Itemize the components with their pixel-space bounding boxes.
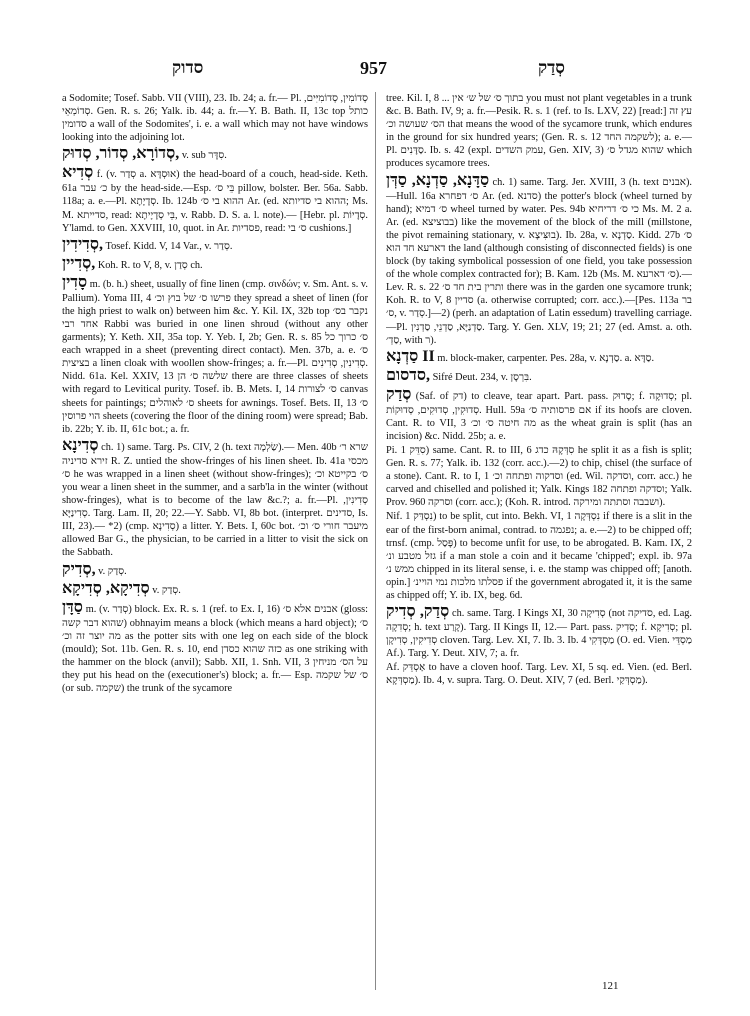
- entry-headword: סְדוֹרָא, סְדוֹר, סְדוּק,: [62, 145, 180, 163]
- entry-paragraph: [386, 661, 692, 687]
- entry-text: Nif. נִסְדַּק 1) to be split, cut into. Bekh. VI, 1 נִסְדְּקָה if there is a slit in the ear of the first-born animal, contrad. to נפגמה; a. e.—2) to be chipped off; trnsf. (cmp. פָּסַל) to become unfit for use, to be abrogated. B. Kam. IX, 2 גזל מטבע ונ׳ if a man stole a coin and it became 'chipped'; expl. ib. 97a ממש נ׳ chipped in its literal sense, i. e. the stamp was chipped off; [anoth. opin.] פסלתו מלכות נמי הויינ׳ if the government abrogated it, it is the same as chipped off; Y. ib. IX, beg. 6d.: [386, 511, 692, 601]
- entry-text: tree. Kil. I, 8 ... בתוך ס׳ של ש׳ אין you must not plant vegetables in a trunk &c. B. Bath. IV, 9; a. fr.—Pesik. R. s. 1 (ref. to Is. LXV, 22) [read:] עץ זה הס׳ שעושה וכ׳ that means the wood of the sycamore trunk, which endures in the ground for six hundred years; (Gen. R. s. 12 לשקמה החד); a. e.—Pl. סַדָּנִים. Ib. s. 42 (expl. עמק השדים, Gen. XIV, 3) שהוא מגדל ס׳ which produces sycamore trees.: [386, 93, 692, 170]
- entry-text: v. sub סִדָּר.: [181, 150, 227, 162]
- entry-text: Pi. סִדֵּק 1) same. Cant. R. to III, 6 סִדְּקָהּ כדג he split it as a fish is split; Gen. R. s. 77; Yalk. ib. 132 (corr. acc.).—2) to chip, chisel (the surface of a stone). Cant. R. to I, 1 וסדקוה ופתחה וכ׳ (ed. Wil. וסדקה, corr. acc.) he carved and chiselled and polished it; Yalk. Kings 182 וסדקה ופתחה; Yalk. Prov. 960 וסרקה (corr. acc.); (Koh. R. introd. ושבבה וסתתה ומירקה).: [386, 444, 692, 509]
- entry-text: ch. same. Targ. I Kings XI, 30 סְדִיקָה (not סדיקה, ed. Lag. סְדִקָה; h. text קָרַע). Targ. II Kings II, 12.— Part. pass. סְדִיק; f. סְדִיקָא; pl. סְדִיקִין, סְדִיקָן cloven. Targ. Lev. XI, 7. Ib. 3. Ib. 4 מַסְדְּקִי (O. ed. Vien. מַסְדֵּי Af.). Targ. Y. Deut. XIV, 7; a. fr.: [386, 608, 692, 660]
- dictionary-entry: [62, 580, 368, 598]
- entry-text: m. (v. סְדַר) block. Ex. R. s. 1 (ref. to Ex. I, 16) אבנים אלא ס׳ (gloss: שהוא דבר קשה) obhnayim means a block (which means a hard object); ס׳ מה יוצר זה וכ׳ as the potter sits with one leg on each side of the block (mould); Sot. 11b. Gen. R. s. 10, end כזה שהוא כסדן as one striking with the hammer on the block (anvil); Sabb. XII, 1. Snh. VII, 3 על הס׳ מניחין they put his head on the (executioner's) block; a. fr.— Esp. ס׳ של שקמה (or sub. שקמה) the trunk of the sycamore: [62, 603, 368, 694]
- entry-text: ch. 1) same. Targ. Jer. XVIII, 3 (h. text אבנים).—Hull. 16a ס׳ דפחרא Ar. (ed. סדנא) the potter's block (wheel turned by hand); ס׳ דמיא wheel turned by water. Pes. 94b כי ס׳ דריחיא Ms. M. 2 a. Ar. (ed. בבוציצא) like the movement of the block of the mill (millstone, the pivot remaining stationary, v. בוּצִּיצָא). Ib. 28a, v. סַדְנָא. Kidd. 27b ס׳ דארעא חד הוא the land (although consisting of disconnected fields) is one block (by taking symbolical possession of one field, you take possession of the whole complex contracted for); B. Kam. 12b (Ms. M. ס׳ דארעא).—Lev. R. s. 22 ותרין בית חד ס׳ there was in the garden one sycamore trunk; Koh. R. to V, 8 סדיין (a. otherwise corrupted; corr. acc.).—[Pes. 113a בר ס׳, v. סְדַר.]—2) (perh. an adaptation of Latin essedum) travelling carriage.—Pl. סַדְנַיָּא, סַדְנֵי, סַדְנִין. Targ. Y. Gen. XLV, 19; 21; 27 (ed. Amst. a. oth. סַדְ׳, with ר).: [386, 176, 692, 346]
- entry-paragraph: [386, 510, 692, 602]
- entry-headword: סַדָּנָא, סַדְנָא, סַדְּן: [386, 171, 490, 189]
- dictionary-entry: [386, 172, 692, 347]
- entry-text: Sifré Deut. 234, v. בִּרְסָן.: [432, 371, 532, 383]
- entry-text: m. (b. h.) sheet, usually of fine linen (cmp. σινδών; v. Sm. Ant. s. v. Pallium). Yoma III, 4 פרשו ס׳ של בוץ וכ׳ they spread a sheet of linen (for the high priest to walk on) between him &c. Y. Kil. IX, 32b top נקבר בס׳ אחד רבי Rabbi was buried in one linen shroud (without any other garments); Y. Keth. XII, 35a top. Y. Yeb. I, 2b; Gen. R. s. 85 ס׳ כרוך כל each wrapped in a sheet (preventing direct contact). Men. 37b, a. e. ס׳ בציצית a linen cloak with woollen show-fringes; a. fr.—Pl. סְדִינִין, סְדִינִים. Nidd. 61a. Kel. XXIV, 13 שלשה ס׳ הן there are three classes of sheets with regard to Levitical purity. Tosef. ib. B. Mets. I, 14 ס׳ לצורות canvas sheets for paintings; ס׳ לאוהלים sheets for awnings. Tosef. Bets. II, 13 ס׳ הוי פרוסין sheets (covering the floor of the dining room) were spread; Bab. ib. 22b; Y. ib. II, 61c bot.; a. fr.: [62, 278, 368, 435]
- dictionary-entry: [62, 599, 368, 696]
- signature-mark: 121: [602, 980, 619, 992]
- entry-text: Tosef. Kidd. V, 14 Var., v. סְדַר.: [105, 240, 233, 252]
- entry-text: v. סְדַק.: [98, 565, 127, 577]
- dictionary-entry: [62, 561, 368, 579]
- dictionary-entry: [386, 348, 692, 366]
- dictionary-entry: [386, 603, 692, 660]
- entry-headword: סַדְנָא II: [386, 347, 435, 365]
- dictionary-entry: [386, 367, 692, 385]
- entry-headword: סְדִיקָא, סְדִיקָא: [62, 579, 150, 597]
- running-header: [60, 58, 690, 84]
- right-column: [386, 92, 692, 990]
- dictionary-entry: [62, 255, 368, 273]
- entry-headword: סְדִיין,: [62, 254, 96, 272]
- entry-text: v. סְדַק.: [152, 584, 181, 596]
- entry-text: Koh. R. to V, 8, v. סְדַן ch.: [97, 259, 203, 271]
- entry-headword: סְדִיא: [62, 164, 94, 182]
- running-headword-right: סְדַק: [538, 58, 565, 77]
- entry-headword: סְדִינָא: [62, 436, 99, 454]
- entry-paragraph: [386, 92, 692, 171]
- column-divider: [375, 92, 376, 990]
- entry-headword: סְדַק, סְדִיק: [386, 603, 450, 621]
- dictionary-entry: [62, 145, 368, 163]
- entry-headword: סָדִין: [62, 273, 88, 291]
- left-column: [62, 92, 368, 990]
- entry-text: f. (v. סְדַר a. אוּסְדָּא) the head-board of a couch, head-side. Keth. 61a כ׳ עבר by the head-side.—Esp. בֵּי ס׳ pillow, bolster. Ber. 56a. Sabb. 118a; a. e.—Pl. סְדָיָתָא. Ib. 124b ההוא בי ס׳ Ar. (ed. ההוא בי סדיותא; Ms. M. סדייתא, read: בֵּי סְדָיָיתָא, v. Rabb. D. S. a. l. note).— [Hebr. pl. סְדָיוֹת. Y'lamd. to Gen. XXVIII, 10, quot. in Ar. פסדיות, read: ס׳ בי cushions.]: [62, 169, 368, 234]
- entry-headword: סַדָּן: [62, 598, 83, 616]
- entry-headword: סְדִיק,: [62, 560, 96, 578]
- dictionary-entry: [62, 274, 368, 436]
- entry-text: m. block-maker, carpenter. Pes. 28a, v. סַדְנָא. a. סַדָּא.: [437, 352, 655, 364]
- entry-text: a Sodomite; Tosef. Sabb. VII (VIII), 23. Ib. 24; a. fr.— Pl. סְדוֹמִין, סְדוֹמִיִּים, סְדוֹמְאֵי. Gen. R. s. 26; Yalk. ib. 44; a. fr.—Y. B. Bath. II, 13c top כותל סדומין a wall of the Sodomites', i. e. a wall which may not have windows looking into the adjoining lot.: [62, 93, 368, 144]
- dictionary-entry: [386, 386, 692, 443]
- page-number: 957: [360, 58, 387, 78]
- dictionary-entry: [62, 236, 368, 254]
- entry-headword: סְדִידִין,: [62, 235, 103, 253]
- dictionary-entry: [62, 437, 368, 560]
- entry-headword: סְדַק: [386, 385, 412, 403]
- entry-paragraph: [386, 444, 692, 509]
- entry-paragraph: [62, 92, 368, 144]
- entry-headword: סדסום,: [386, 366, 430, 384]
- dictionary-entry: [62, 164, 368, 234]
- entry-text: ch. 1) same. Targ. Ps. CIV, 2 (h. text שַׂלְמָה).— Men. 40b שרא ר׳ זירא סדיניה R. Z. untied the show-fringes of his linen sheet. Ib. 41a מכסי ס׳ he was wrapped in a linen sheet (without show-fringes); ס׳ בקייטא וכ׳ you wear a linen sheet in the summer, and a sarb'la in the winter (without show-fringes), what is to become of the law &c.?; a. fr.—Pl. סְדִינִין, סְדִינַיָּא. Targ. Lam. II, 20; 22.—Y. Sabb. VI, 8b bot. (interpret. סדינים, Is. III, 23).— *2) (cmp. סְדִינָא) a litter. Y. Bets. I, 60c bot. מיעבר חורי ס׳ וכ׳ allowed Bar G., the physician, to be carried in a litter to visit the sick on the Sabbath.: [62, 441, 368, 559]
- running-headword-left: סדוק: [172, 58, 204, 77]
- entry-text: Af. אַסְדֵּק to have a cloven hoof. Targ. Lev. XI, 5 sq. ed. Vien. (ed. Berl. מַסְדְּקָא). Ib. 4, v. supra. Targ. O. Deut. XIV, 7 (ed. Berl. מַסְדְּקַי).: [386, 662, 692, 687]
- entry-text: (Saf. of דק) to cleave, tear apart. Part. pass. סָדוּק; f. סְדוּקָה; pl. סְדוּקִין, סְדוּקִים, סְדוּקוֹת. Hull. 59a אם פרסותיה ס׳ if its hoofs are cloven. Cant. R. to VII, 3 מה חיטה ס׳ וכ׳ as the wheat grain is split (has an incision) &c. Nidd. 25b; a. e.: [386, 390, 692, 442]
